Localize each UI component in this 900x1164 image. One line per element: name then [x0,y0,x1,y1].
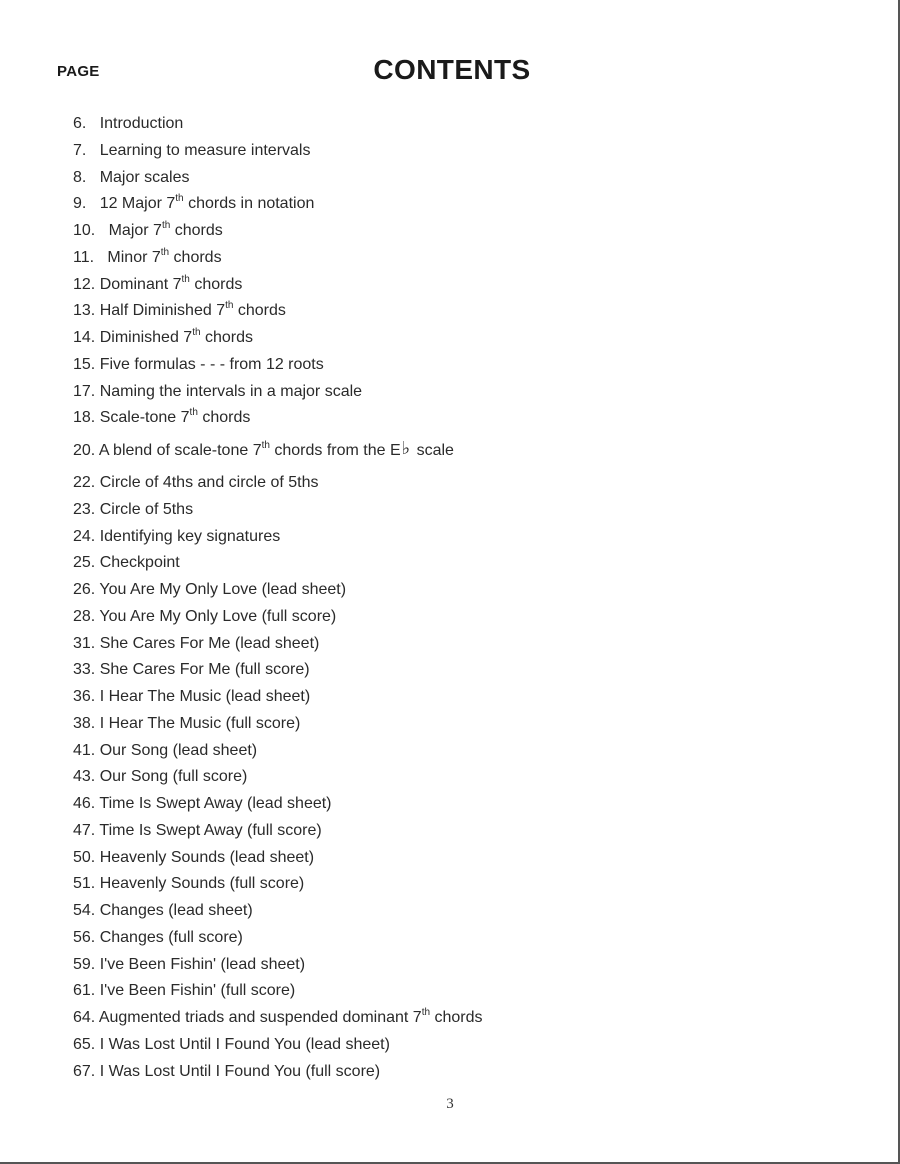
ordinal-superscript: th [421,1007,431,1018]
toc-entry [73,1033,483,1060]
toc-entry [73,979,483,1006]
toc-page-number: 47. [73,821,96,839]
toc-title: Learning to measure intervals [99,141,311,159]
toc-entry [73,471,483,498]
ordinal-superscript: th [261,440,270,451]
ordinal-superscript: th [225,300,234,312]
toc-entry [73,846,483,873]
toc-entry [73,192,483,219]
toc-title-part: chords [189,275,243,293]
toc-entry [73,765,483,792]
toc-page-number: 17. [73,382,96,400]
toc-title: Identifying key signatures [99,527,281,545]
toc-title-part: scale [412,442,454,459]
toc-title [109,222,223,239]
toc-title-part: chords [169,248,222,266]
toc-entry [73,658,483,685]
toc-entry [73,605,483,632]
toc-page-number: 9. [73,195,87,213]
toc-title: Time Is Swept Away (full score) [99,821,322,839]
toc-entry [73,166,483,193]
toc-title: I Was Lost Until I Found You (full score) [99,1062,381,1080]
table-of-contents [73,112,483,1086]
toc-entry [73,139,483,166]
toc-entry [73,712,483,739]
toc-page-number: 24. [73,527,96,545]
page-title: CONTENTS [373,54,531,85]
toc-page-number: 38. [73,714,96,732]
toc-page-number: 50. [73,848,96,866]
toc-page-number: 20. [73,442,96,459]
toc-entry [73,551,483,578]
toc-title: Naming the intervals in a major scale [99,382,363,400]
toc-entry [73,273,483,300]
toc-page-number: 7. [73,141,87,159]
toc-entry [73,406,483,433]
toc-page-number: 65. [73,1035,96,1053]
toc-page-number: 56. [73,928,96,946]
toc-title: Changes (lead sheet) [99,902,253,919]
toc-separator [95,222,108,239]
toc-page-number: 8. [73,168,87,186]
toc-separator [86,195,99,212]
toc-title [100,195,315,212]
toc-title: Heavenly Sounds (lead sheet) [99,848,315,866]
toc-title: Circle of 5ths [99,500,194,518]
toc-page-number: 28. [73,607,96,625]
toc-page-number: 13. [73,302,96,320]
ordinal-superscript: th [175,193,184,205]
toc-page-number: 12. [73,275,96,293]
toc-page-number: 25. [73,554,96,572]
toc-separator [94,249,107,266]
toc-title: Our Song (lead sheet) [99,741,258,759]
toc-entry [73,632,483,659]
toc-title [107,246,222,266]
toc-page-number: 51. [73,875,96,893]
toc-title-part: Scale-tone 7 [99,409,190,427]
toc-title [100,329,253,346]
toc-entry [73,246,483,273]
toc-title: Our Song (full score) [99,768,248,786]
toc-separator [86,142,99,159]
toc-entry [73,112,483,139]
toc-entry [73,525,483,552]
toc-page-number: 54. [73,902,96,919]
toc-title-part: Dominant 7 [99,275,182,293]
toc-title: You Are My Only Love (lead sheet) [99,581,347,598]
toc-entry [73,1060,483,1087]
toc-separator [86,169,99,186]
toc-page-number: 26. [73,581,96,598]
toc-title [99,273,243,293]
toc-title: I Hear The Music (lead sheet) [99,688,311,705]
toc-entry [73,326,483,353]
toc-page-number: 31. [73,634,96,652]
toc-entry [73,792,483,819]
toc-entry [73,739,483,766]
toc-page-number: 61. [73,982,96,1000]
toc-page-number: 46. [73,795,96,812]
ordinal-superscript: th [161,220,171,231]
toc-page-number: 15. [73,355,96,373]
toc-entry [73,819,483,846]
toc-title: I've Been Fishin' (full score) [99,982,296,1000]
toc-title-part: chords [170,222,223,239]
toc-title [98,438,454,459]
toc-title [100,302,286,319]
toc-page-number: 41. [73,741,96,759]
toc-title-part: A blend of scale-tone 7 [98,442,262,459]
ordinal-superscript: th [181,273,190,285]
toc-title: Circle of 4ths and circle of 5ths [99,474,319,491]
toc-page-number: 33. [73,661,96,679]
toc-entry [73,299,483,326]
toc-title-part: Diminished 7 [99,329,193,346]
toc-title-part: chords in notation [183,195,315,213]
toc-entry [73,685,483,712]
toc-entry [73,219,483,246]
page-number: 3 [446,1096,454,1112]
toc-title: She Cares For Me (lead sheet) [99,634,320,652]
toc-page-number: 18. [73,409,96,427]
page-column-label: PAGE [57,63,100,80]
toc-entry [73,498,483,525]
toc-title: Five formulas - - - from 12 roots [99,355,324,373]
toc-title: She Cares For Me (full score) [99,661,310,679]
toc-page-number: 10. [73,222,96,239]
toc-title: Heavenly Sounds (full score) [99,875,305,893]
toc-title [99,1009,483,1026]
toc-separator [86,115,99,132]
toc-title-part: chords [430,1009,483,1026]
toc-title: I've Been Fishin' (lead sheet) [99,955,306,973]
toc-title: Changes (full score) [99,928,243,946]
toc-title: I Hear The Music (full score) [99,714,301,732]
toc-title [100,409,251,426]
toc-title: I Was Lost Until I Found You (lead sheet) [99,1035,390,1053]
toc-entry [73,899,483,926]
toc-page-number: 23. [73,500,96,518]
ordinal-superscript: th [189,407,198,419]
toc-entry [73,380,483,407]
toc-entry [73,872,483,899]
toc-title-part: Half Diminished 7 [99,302,226,320]
toc-title-part: Augmented triads and suspended dominant 7 [98,1009,422,1026]
toc-title-part: Minor 7 [107,248,161,266]
toc-title: You Are My Only Love (full score) [99,607,337,625]
flat-sign-icon: ♭ [401,438,411,458]
toc-page-number: 43. [73,768,96,786]
toc-title: Time Is Swept Away (lead sheet) [99,795,332,812]
toc-page-number: 64. [73,1009,96,1026]
toc-page-number: 14. [73,329,96,346]
toc-page-number: 22. [73,474,96,491]
toc-title-part: chords [197,409,251,427]
toc-title-part: Major 7 [108,222,162,239]
toc-entry [73,578,483,605]
toc-page-number: 6. [73,115,87,132]
toc-title: Major scales [99,168,190,186]
toc-page-number: 36. [73,688,96,705]
toc-title-part: chords [200,329,253,346]
toc-title: Introduction [99,115,184,132]
toc-entry [73,353,483,380]
toc-title-part: chords [233,302,286,320]
toc-page-number: 67. [73,1062,96,1080]
toc-title-part: chords from the E [269,442,401,459]
toc-entry [73,953,483,980]
toc-entry [73,1006,483,1033]
toc-title: Checkpoint [99,554,180,572]
toc-page-number: 59. [73,955,96,973]
toc-title-part: 12 Major 7 [99,195,176,213]
toc-entry [73,433,483,471]
ordinal-superscript: th [192,327,201,338]
toc-page-number: 11. [73,248,95,266]
toc-entry [73,926,483,953]
ordinal-superscript: th [160,246,170,258]
